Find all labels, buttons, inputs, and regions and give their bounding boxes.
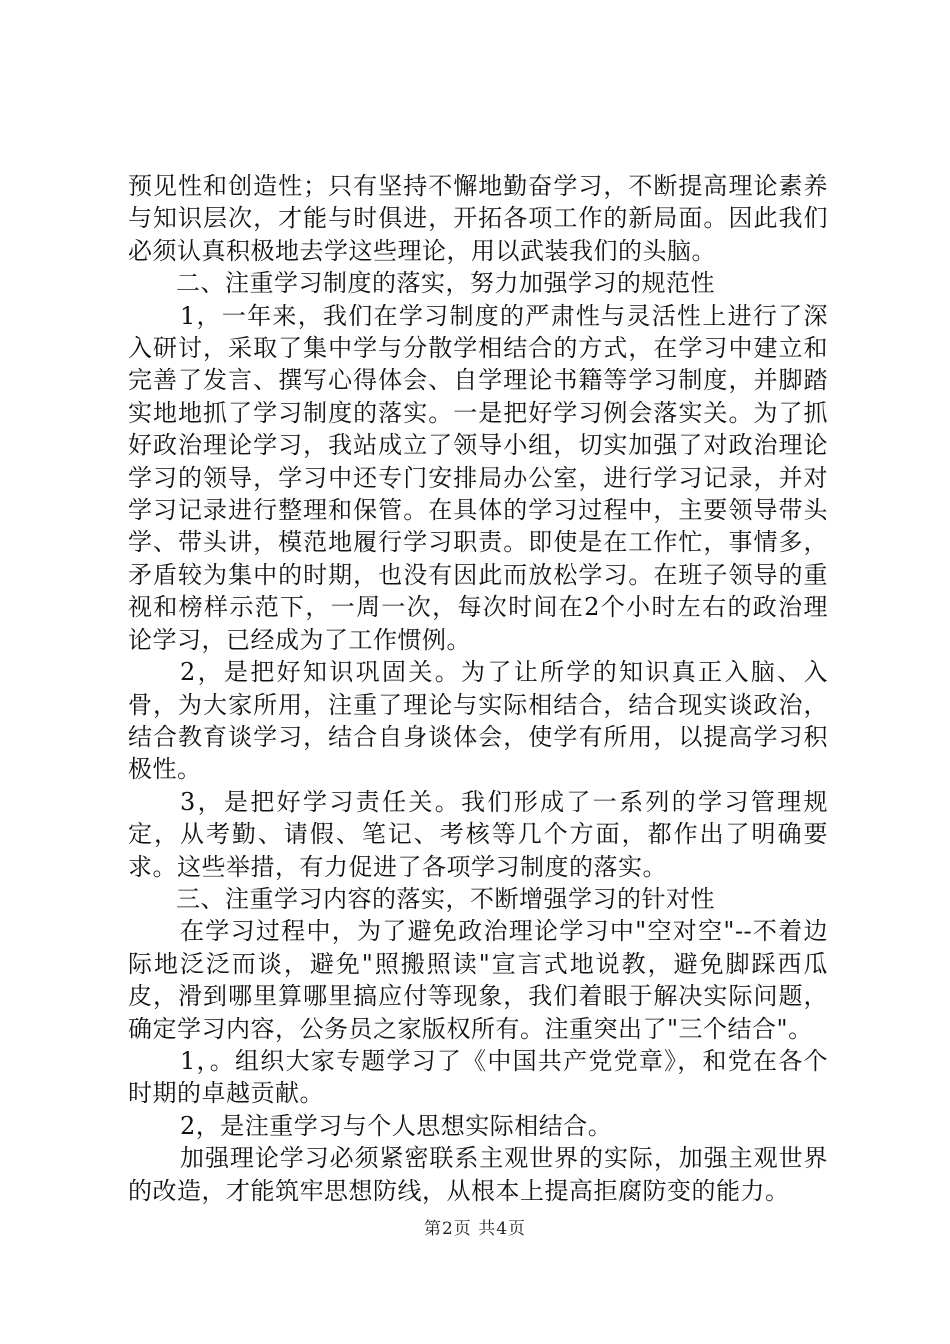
section-heading-3: 三、注重学习内容的落实，不断增强学习的针对性 xyxy=(176,884,715,913)
paragraph-combination-2: 2，是注重学习与个人思想实际相结合。 xyxy=(180,1111,613,1140)
paragraph-item-1: 1，一年来，我们在学习制度的严肃性与灵活性上进行了深入研讨，采取了集中学与分散学相结合的方式，在学习中建立和完善了发言、撰写心得体会、自学理论书籍等学习制度，并脚踏实地地抓了学习制度的落实。一是把好学习例会落实关。为了抓好政治理论学习，我站成立了领导小组，切实加强了对政治理论学习的领导，学习中还专门安排局办公室，进行学习记录，并对学习记录进行整理和保管。在具体的学习过程中，主要领导带头学、带头讲，模范地履行学习职责。即使是在工作忙，事情多，矛盾较为集中的时期，也没有因此而放松学习。在班子领导的重视和榜样示范下，一周一次，每次时间在2个小时左右的政治理论学习，已经成为了工作惯例。 xyxy=(128,301,828,654)
document-body xyxy=(128,170,828,1207)
paragraph-item-3: 3，是把好学习责任关。我们形成了一系列的学习管理规定，从考勤、请假、笔记、考核等几个方面，都作出了明确要求。这些举措，有力促进了各项学习制度的落实。 xyxy=(128,787,828,881)
paragraph-combination-1: 1，。组织大家专题学习了《中国共产党党章》，和党在各个时期的卓越贡献。 xyxy=(128,1046,828,1108)
page-number-footer: 第2页 共4页 xyxy=(423,1219,527,1239)
paragraph-theory-study: 加强理论学习必须紧密联系主观世界的实际，加强主观世界的改造，才能筑牢思想防线，从根本上提高拒腐防变的能力。 xyxy=(128,1144,828,1205)
paragraph-learning-process: 在学习过程中，为了避免政治理论学习中"空对空"--不着边际地泛泛而谈，避免"照搬照读"宣言式地说教，避免脚踩西瓜皮，滑到哪里算哪里搞应付等现象，我们着眼于解决实际问题，确定学习内容，公务员之家版权所有。注重突出了"三个结合"。 xyxy=(128,917,828,1043)
paragraph-continuation: 预见性和创造性；只有坚持不懈地勤奋学习，不断提高理论素养与知识层次，才能与时俱进，开拓各项工作的新局面。因此我们必须认真积极地去学这些理论，用以武装我们的头脑。 xyxy=(128,172,828,265)
section-heading-2: 二、注重学习制度的落实，努力加强学习的规范性 xyxy=(176,269,715,298)
paragraph-item-2: 2，是把好知识巩固关。为了让所学的知识真正入脑、入骨，为大家所用，注重了理论与实际相结合，结合现实谈政治，结合教育谈学习，结合自身谈体会，使学有所用，以提高学习积极性。 xyxy=(128,658,828,784)
